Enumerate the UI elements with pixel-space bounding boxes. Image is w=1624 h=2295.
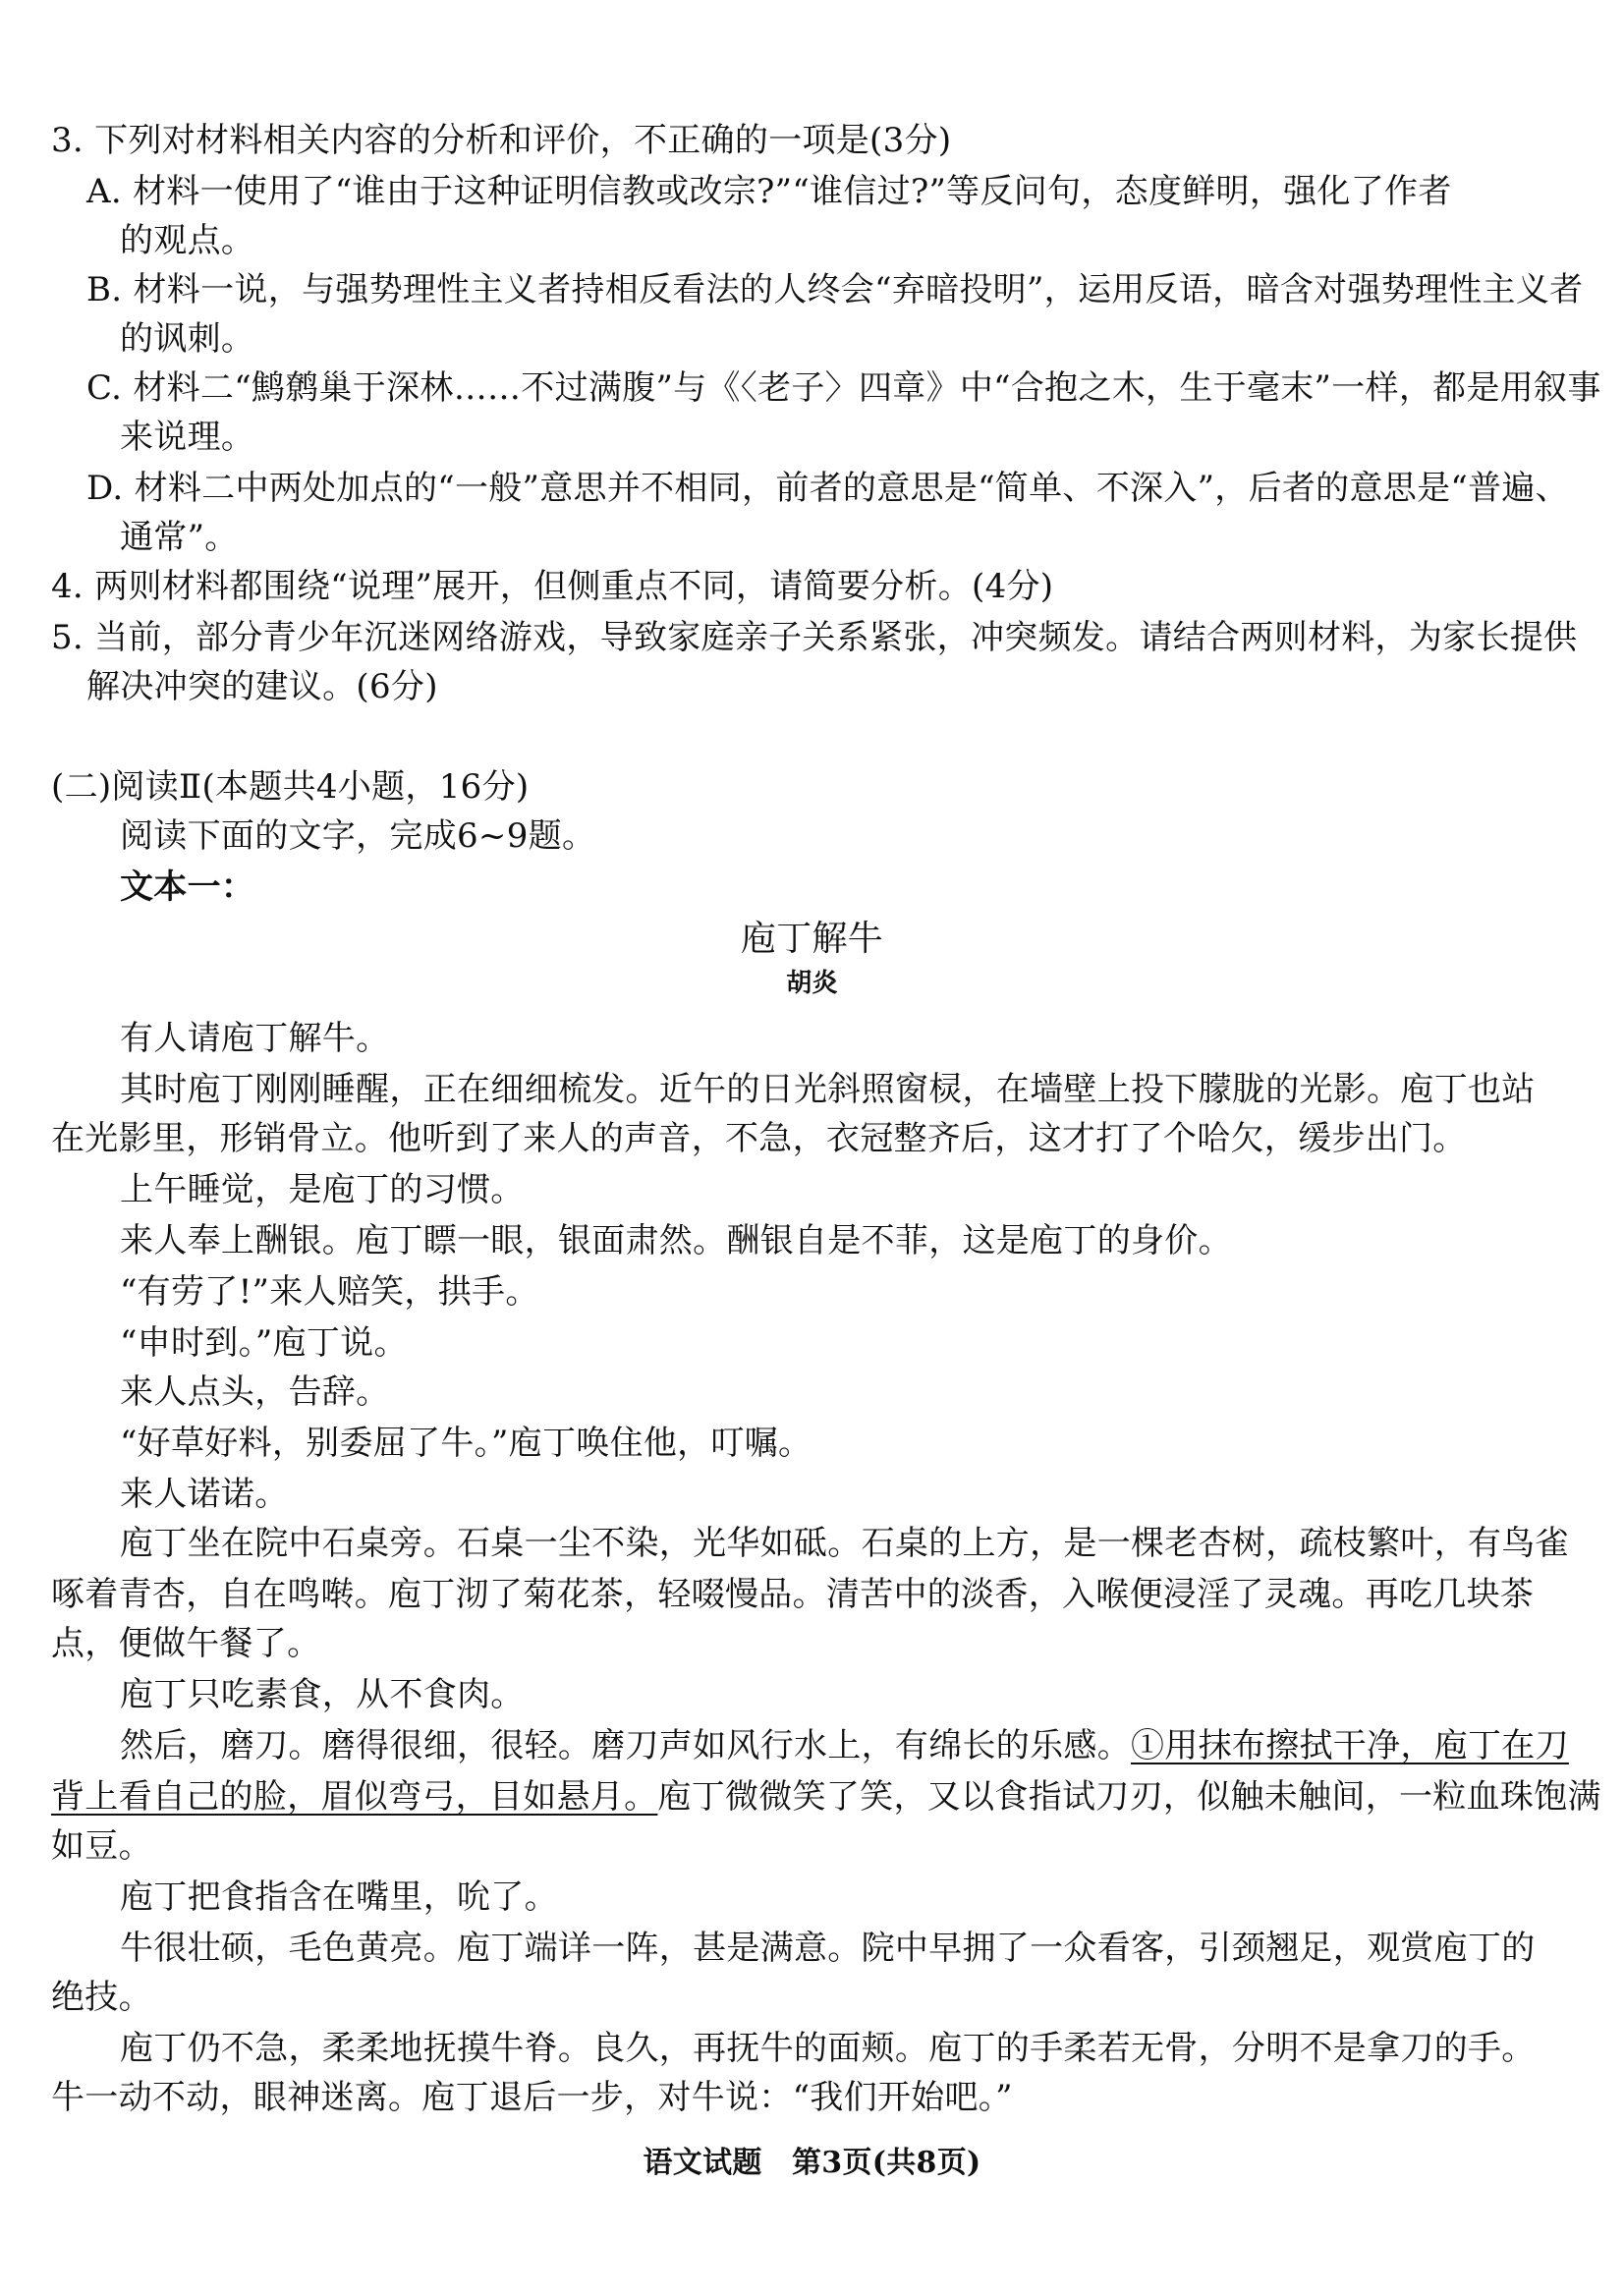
q4: 4. 两则材料都围绕“说理”展开，但侧重点不同，请简要分析。(4分) (51, 567, 1054, 606)
story-paragraph: “申时到。”庖丁说。 (120, 1323, 408, 1363)
story-paragraph: 庖丁仍不急，柔柔地抚摸牛脊。良久，再抚牛的面颊。庖丁的手柔若无骨，分明不是拿刀的手。 (120, 2029, 1536, 2068)
story-paragraph-cont: 牛一动不动，眼神迷离。庖丁退后一步，对牛说：“我们开始吧。” (51, 2078, 1013, 2117)
story-paragraph: 其时庖丁刚刚睡醒，正在细细梳发。近午的日光斜照窗棂，在墙壁上投下朦胧的光影。庖丁也站 (120, 1070, 1536, 1109)
story-paragraph-cont: 啄着青杏，自在鸣啭。庖丁沏了菊花茶，轻啜慢品。清苦中的淡香，入喉便浸淫了灵魂。再吃几块茶 (51, 1575, 1535, 1614)
q3-option-c: C. 材料二“鹪鹩巢于深林……不过满腹”与《〈老子〉四章》中“合抱之木，生于毫末”一样，都是用叙事 (86, 368, 1601, 408)
q3-option-d-cont: 通常”。 (120, 518, 239, 557)
q3-option-b-cont: 的讽刺。 (120, 319, 255, 359)
q3-stem: 3. 下列对材料相关内容的分析和评价，不正确的一项是(3分) (51, 121, 952, 160)
story-paragraph: 上午睡觉，是庖丁的习惯。 (120, 1170, 525, 1209)
story-text: 然后，磨刀。磨得很细，很轻。磨刀声如风行水上，有绵长的乐感。 (120, 1726, 1131, 1765)
story-paragraph: 来人奉上酬银。庖丁瞟一眼，银面肃然。酬银自是不菲，这是庖丁的身价。 (120, 1221, 1232, 1260)
story-paragraph-cont: 点，便做午餐了。 (51, 1624, 321, 1663)
q5-cont: 解决冲突的建议。(6分) (86, 667, 438, 706)
underlined-sentence-1: ①用抹布擦拭干净，庖丁在刀 (1131, 1726, 1569, 1765)
story-paragraph: “有劳了!”来人赔笑，拱手。 (120, 1272, 539, 1312)
story-author: 胡炎 (786, 969, 838, 998)
story-paragraph: 庖丁坐在院中石桌旁。石桌一尘不染，光华如砥。石桌的上方，是一棵老杏树，疏枝繁叶，有鸟雀 (120, 1524, 1569, 1563)
section-heading: (二)阅读Ⅱ(本题共4小题，16分) (51, 767, 530, 807)
section-instruction: 阅读下面的文字，完成6~9题。 (120, 816, 596, 856)
page-footer: 语文试题 第3页(共8页) (643, 2146, 981, 2180)
q3-option-a: A. 材料一使用了“谁由于这种证明信教或改宗?”“谁信过?”等反问句，态度鲜明，强化了作者 (86, 172, 1452, 211)
story-text: 庖丁微微笑了笑，又以食指试刀刃，似触未触间，一粒血珠饱满 (657, 1777, 1601, 1817)
story-paragraph: 庖丁把食指含在嘴里，吮了。 (120, 1877, 558, 1917)
story-paragraph: “好草好料，别委屈了牛。”庖丁唤住他，叮嘱。 (120, 1424, 812, 1463)
story-paragraph-cont: 绝技。 (51, 1978, 152, 2017)
q3-option-d: D. 材料二中两处加点的“一般”意思并不相同，前者的意思是“简单、不深入”，后者的意思是“普遍、 (86, 469, 1569, 508)
story-paragraph: 牛很壮硕，毛色黄亮。庖丁端详一阵，甚是满意。院中早拥了一众看客，引颈翘足，观赏庖丁的 (120, 1929, 1536, 1968)
story-paragraph-cont: 在光影里，形销骨立。他听到了来人的声音，不急，衣冠整齐后，这才打了个哈欠，缓步出门。 (51, 1119, 1467, 1158)
story-paragraph-cont (51, 1772, 1601, 1822)
story-paragraph: 来人点头，告辞。 (120, 1372, 390, 1412)
q3-option-a-cont: 的观点。 (120, 221, 255, 260)
story-paragraph: 来人诺诺。 (120, 1475, 289, 1514)
q5: 5. 当前，部分青少年沉迷网络游戏，导致家庭亲子关系紧张，冲突频发。请结合两则材料，为家长提供 (51, 618, 1578, 657)
story-paragraph (120, 1721, 1579, 1771)
underlined-sentence-1-cont: 背上看自己的脸，眉似弯弓，目如悬月。 (51, 1777, 658, 1817)
story-title: 庖丁解牛 (740, 919, 884, 959)
q3-option-c-cont: 来说理。 (120, 418, 255, 457)
story-paragraph: 有人请庖丁解牛。 (120, 1019, 390, 1058)
text-label: 文本一： (120, 868, 255, 907)
story-paragraph: 庖丁只吃素食，从不食肉。 (120, 1675, 525, 1714)
story-paragraph-cont: 如豆。 (51, 1826, 152, 1866)
q3-option-b: B. 材料一说，与强势理性主义者持相反看法的人终会“弃暗投明”，运用反语，暗含对强势理性主义者 (86, 270, 1584, 309)
